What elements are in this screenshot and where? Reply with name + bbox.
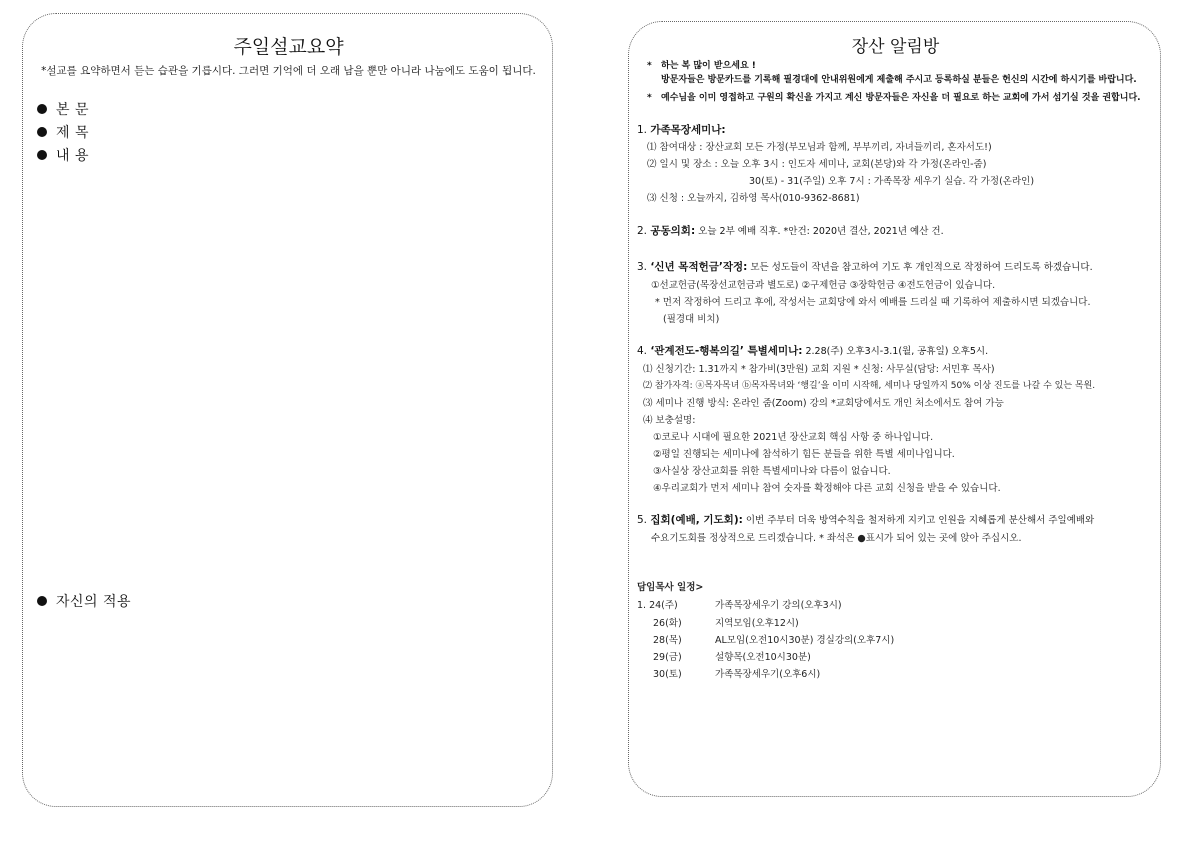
section-4-line: ①코로나 시대에 필요한 2021년 장산교회 핵심 사항 중 하나입니다. — [653, 432, 934, 443]
section-3-line: * 먼저 작정하여 드리고 후에, 작성서는 교회당에 와서 예배를 드리실 때 기록하여 제출하시면 되겠습니다. — [655, 297, 1091, 308]
section-5-line: 수요기도회를 정상적으로 드리겠습니다. * 좌석은 ●표시가 되어 있는 곳에 앉아 주십시오. — [651, 533, 1022, 544]
note-believers: * 예수님을 이미 영접하고 구원의 확신을 가지고 계신 방문자들은 자신을 더 필요로 하는 교회에 가서 섬기실 것을 권합니다. — [647, 93, 1141, 103]
schedule-item: 29(금) 설향목(오전10시30분) — [653, 652, 811, 663]
note-visitors: 방문자들은 방문카드를 기록해 필경대에 안내위원에게 제출해 주시고 등록하실 분들은 헌신의 시간에 하시기를 바랍니다. — [661, 75, 1137, 85]
section-4-heading: 4. ‘관계전도-행복의길’ 특별세미나: 2.28(주) 오후3시-3.1(월, 공휴일) 오후5시. — [637, 345, 989, 357]
section-4-line: ⑶ 세미나 진행 방식: 온라인 줌(Zoom) 강의 *교회당에서도 개인 처소에서도 참여 가능 — [643, 398, 1004, 409]
sermon-summary-subtitle: *설교를 요약하면서 듣는 습관을 기릅시다. 그러면 기억에 더 오래 남을 뿐만 아니라 나눔에도 도움이 됩니다. — [41, 65, 536, 77]
bullet-title: 제 목 — [37, 122, 89, 142]
announcements-title: 장산 알림방 — [851, 37, 940, 57]
bullet-dot-icon — [37, 596, 47, 606]
bullet-dot-icon — [37, 127, 47, 137]
section-5-heading: 5. 집회(예배, 기도회): 이번 주부터 더욱 방역수칙을 철저하게 지키고 인원을 지혜롭게 분산해서 주일예배와 — [637, 514, 1095, 526]
schedule-item: 30(토) 가족목장세우기(오후6시) — [653, 669, 821, 680]
schedule-item: 28(목) AL모임(오전10시30분) 경실강의(오후7시) — [653, 635, 895, 646]
section-1-line: ⑴ 참여대상 : 장산교회 모든 가정(부모님과 함께, 부부끼리, 자녀들끼리, 혼자서도!) — [647, 142, 992, 153]
sermon-summary-title: 주일설교요약 — [233, 36, 344, 58]
schedule-item: 26(화) 지역모임(오후12시) — [653, 618, 799, 629]
section-1-heading: 1. 가족목장세미나: — [637, 124, 726, 136]
section-4-line: ⑴ 신청기간: 1.31까지 * 참가비(3만원) 교회 지원 * 신청: 사무실(담당: 서민후 목사) — [643, 364, 995, 375]
section-1-line: ⑵ 일시 및 장소 : 오늘 오후 3시 : 인도자 세미나, 교회(본당)와 각 가정(온라인-줌) — [647, 159, 987, 170]
section-3-line: ①선교헌금(목장선교헌금과 별도로) ②구제헌금 ③장학헌금 ④전도헌금이 있습니다. — [651, 280, 996, 291]
announcements-panel — [628, 21, 1161, 797]
section-4-line: ⑷ 보충설명: — [643, 415, 696, 426]
section-1-line: 30(토) - 31(주일) 오후 7시 : 가족목장 세우기 실습. 각 가정(온라인) — [749, 176, 1035, 187]
bullet-scripture: 본 문 — [37, 99, 89, 119]
section-3-line: (필경대 비치) — [663, 314, 720, 325]
section-4-line: ③사실상 장산교회를 위한 특별세미나와 다름이 없습니다. — [653, 466, 891, 477]
bullet-dot-icon — [37, 104, 47, 114]
bullet-application: 자신의 적용 — [37, 591, 131, 611]
schedule-item: 1. 24(주) 가족목장세우기 강의(오후3시) — [637, 600, 842, 611]
schedule-heading: 담임목사 일정> — [637, 582, 704, 593]
bullet-content: 내 용 — [37, 145, 89, 165]
section-2-heading: 2. 공동의회: 오늘 2부 예배 직후. *안건: 2020년 결산, 2021년 예산 건. — [637, 225, 944, 237]
section-1-line: ⑶ 신청 : 오늘까지, 김하영 목사(010-9362-8681) — [647, 193, 860, 204]
bullet-dot-icon — [37, 150, 47, 160]
note-greeting: * 하는 복 많이 받으세요 ! — [647, 61, 756, 71]
sermon-summary-panel — [22, 13, 553, 807]
section-4-line: ⑵ 참가자격: ⓐ목자목녀 ⓑ목자목녀와 ‘행길’을 이미 시작해, 세미나 당일까지 50% 이상 진도를 나갈 수 있는 목원. — [643, 381, 1096, 391]
section-4-line: ②평일 진행되는 세미나에 참석하기 힘든 분들을 위한 특별 세미나입니다. — [653, 449, 955, 460]
section-4-line: ④우리교회가 먼저 세미나 참여 숫자를 확정해야 다른 교회 신청을 받을 수 있습니다. — [653, 483, 1001, 494]
section-3-heading: 3. ‘신년 목적헌금’작정: 모든 성도들이 작년을 참고하여 기도 후 개인적으로 작정하여 드리도록 하겠습니다. — [637, 261, 1093, 273]
